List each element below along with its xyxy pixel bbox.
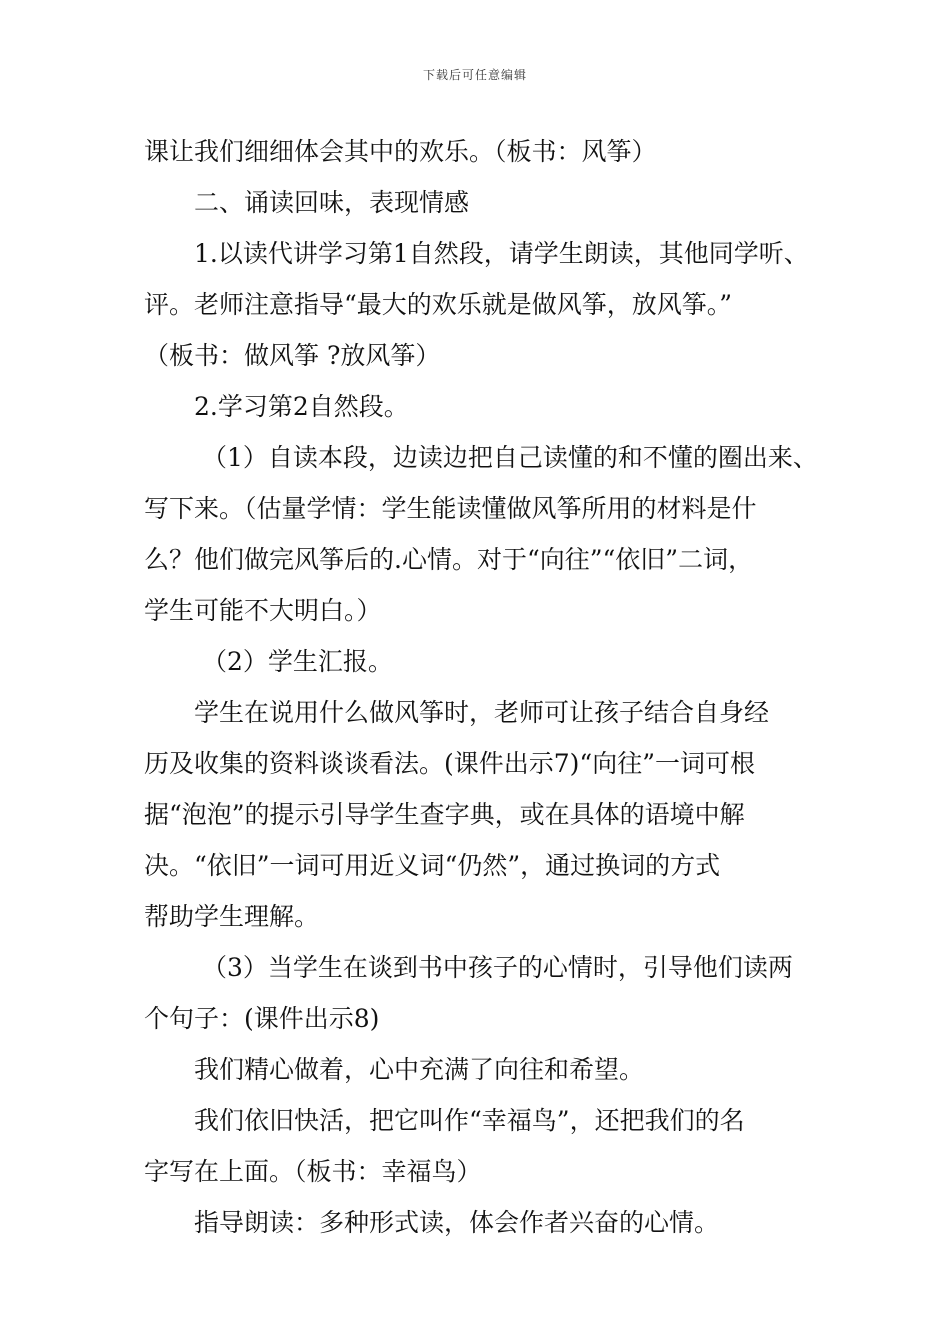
section-heading: 二、诵读回味，表现情感: [194, 188, 470, 217]
text-line: 学生可能不大明白。）: [144, 596, 382, 625]
document-body: [144, 126, 824, 1248]
text-line: 帮助学生理解。: [144, 902, 320, 931]
text-line: 字写在上面。（板书：幸福鸟）: [144, 1157, 482, 1186]
text-line: 我们精心做着，心中充满了向往和希望。: [194, 1055, 645, 1084]
text-line: 历及收集的资料谈谈看法。(课件出示7)“向往”一词可根: [144, 749, 755, 778]
text-line: 我们依旧快活，把它叫作“幸福鸟”，还把我们的名: [194, 1106, 745, 1135]
text-line: （1）自读本段，边读边把自己读懂的和不懂的圈出来、: [202, 443, 818, 472]
text-line: 决。“依旧”一词可用近义词“仍然”，通过换词的方式: [144, 851, 721, 880]
text-line: （2）学生汇报。: [202, 647, 393, 676]
text-line: 评。老师注意指导“最大的欢乐就是做风筝，放风筝。”: [144, 290, 733, 319]
text-line: （板书：做风筝 ?放风筝）: [144, 341, 441, 370]
text-line: 写下来。（估量学情：学生能读懂做风筝所用的材料是什: [144, 494, 757, 523]
text-line: 么？他们做完风筝后的.心情。对于“向往”“依旧”二词，: [144, 545, 754, 574]
text-line: （3）当学生在谈到书中孩子的心情时，引导他们读两: [202, 953, 793, 982]
page-header: 下载后可任意编辑: [422, 68, 527, 82]
text-line: 据“泡泡”的提示引导学生查字典，或在具体的语境中解: [144, 800, 745, 829]
text-line: 2.学习第2自然段。: [194, 392, 409, 421]
text-line: 指导朗读：多种形式读，体会作者兴奋的心情。: [194, 1208, 720, 1237]
text-line: 个句子：(课件出示8): [144, 1004, 380, 1033]
text-line: 1.以读代讲学习第1自然段，请学生朗读，其他同学听、: [194, 239, 809, 268]
text-line: 课让我们细细体会其中的欢乐。（板书：风筝）: [144, 137, 657, 166]
text-line: 学生在说用什么做风筝时，老师可让孩子结合自身经: [194, 698, 770, 727]
